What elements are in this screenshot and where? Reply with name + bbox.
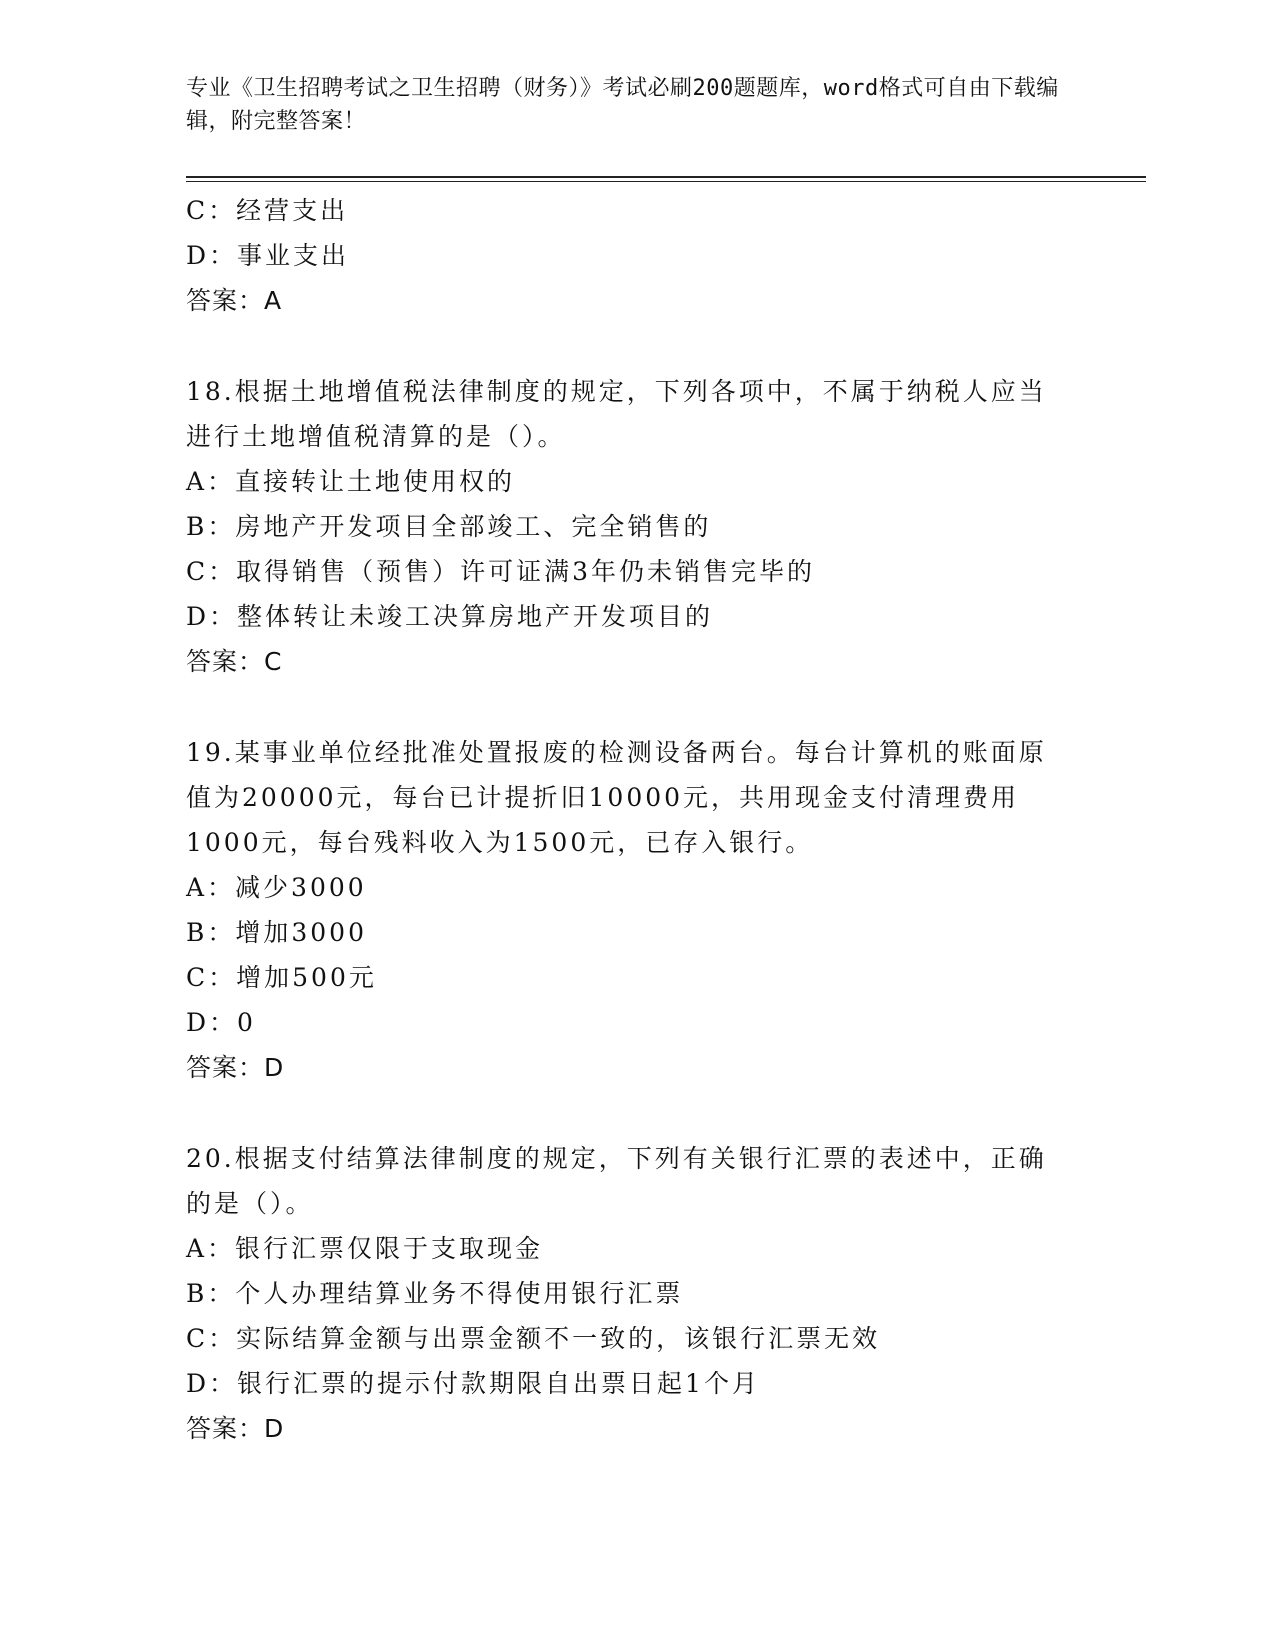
header-divider-thin xyxy=(186,181,1146,182)
option-d: D：银行汇票的提示付款期限自出票日起1个月 xyxy=(186,1369,760,1398)
spacer xyxy=(186,323,1086,369)
option-a: A：减少3000 xyxy=(186,873,367,902)
header-divider-thick xyxy=(186,176,1146,178)
option-c: C：增加500元 xyxy=(186,963,377,992)
answer-line: 答案：D xyxy=(186,1414,285,1443)
option-a: A：直接转让土地使用权的 xyxy=(186,467,516,496)
option-d: D：整体转让未竣工决算房地产开发项目的 xyxy=(186,602,714,631)
question-18 xyxy=(186,369,1086,684)
document-content xyxy=(186,188,1086,1451)
question-20 xyxy=(186,1136,1086,1451)
question-19 xyxy=(186,730,1086,1090)
question-stem: 20.根据支付结算法律制度的规定，下列有关银行汇票的表述中，正确的是（）。 xyxy=(186,1144,1047,1218)
answer-line: 答案：D xyxy=(186,1053,285,1082)
option-a: A：银行汇票仅限于支取现金 xyxy=(186,1234,544,1263)
question-stem: 19.某事业单位经批准处置报废的检测设备两台。每台计算机的账面原值为20000元，每台已计提折旧10000元，共用现金支付清理费用1000元，每台残料收入为1500元，已存入银行。 xyxy=(186,738,1047,857)
document-header: 专业《卫生招聘考试之卫生招聘（财务）》考试必刷200题题库，word格式可自由下载编辑，附完整答案！ xyxy=(186,76,1059,134)
option-d: D：事业支出 xyxy=(186,241,350,270)
answer-line: 答案：C xyxy=(186,647,283,676)
option-b: B：房地产开发项目全部竣工、完全销售的 xyxy=(186,512,712,541)
option-b: B：增加3000 xyxy=(186,918,367,947)
option-b: B：个人办理结算业务不得使用银行汇票 xyxy=(186,1279,684,1308)
answer-line: 答案：A xyxy=(186,286,283,315)
option-c: C：取得销售（预售）许可证满3年仍未销售完毕的 xyxy=(186,557,816,586)
option-c: C：实际结算金额与出票金额不一致的，该银行汇票无效 xyxy=(186,1324,881,1353)
option-c: C：经营支出 xyxy=(186,196,349,225)
spacer xyxy=(186,1090,1086,1136)
question-17-tail xyxy=(186,188,1086,323)
option-d: D：0 xyxy=(186,1008,256,1037)
question-stem: 18.根据土地增值税法律制度的规定，下列各项中，不属于纳税人应当进行土地增值税清算的是（）。 xyxy=(186,377,1047,451)
spacer xyxy=(186,684,1086,730)
